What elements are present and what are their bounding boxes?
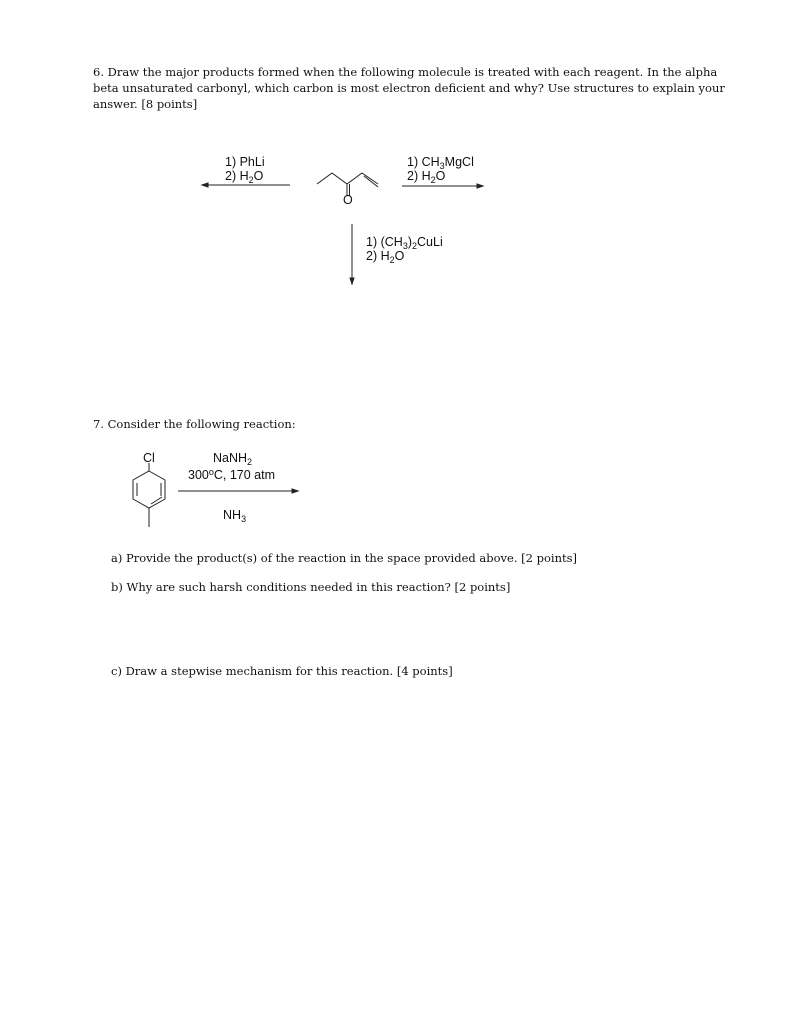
right-reagent xyxy=(407,155,474,183)
conditions-temperature: 300 xyxy=(188,468,209,482)
reagent-bottom xyxy=(223,508,246,522)
down-reagent-step-1-text: 1) (CH xyxy=(366,235,403,249)
right-reagent-step-2-subscript: 2 xyxy=(430,175,436,185)
down-reagent-step-2-subscript: 2 xyxy=(389,255,395,265)
reaction-arrows xyxy=(178,183,483,493)
oxygen-label: O xyxy=(343,193,353,207)
q6-line-2: beta unsaturated carbonyl, which carbon is most electron deficient and why? Use structures to explain your xyxy=(93,81,725,95)
left-reagent-step-2-subscript: 2 xyxy=(248,175,254,185)
q7-part-b: b) Why are such harsh conditions needed in this reaction? [2 points] xyxy=(111,580,511,594)
q7-heading: 7. Consider the following reaction: xyxy=(93,417,296,431)
q7-part-c: c) Draw a stepwise mechanism for this reaction. [4 points] xyxy=(111,664,453,678)
right-reagent-step-1-text-end: MgCl xyxy=(444,155,474,169)
right-reagent-step-1 xyxy=(407,155,474,169)
down-reagent-step-1-subscript-1: 3 xyxy=(402,241,408,251)
reagent-bottom-subscript: 3 xyxy=(241,514,247,524)
q7-part-a: a) Provide the product(s) of the reaction in the space provided above. [2 points] xyxy=(111,551,577,565)
left-reagent xyxy=(225,155,265,183)
down-reagent xyxy=(366,235,443,263)
reagent-top-text: NaNH xyxy=(213,451,248,465)
right-reagent-step-2 xyxy=(407,169,474,183)
right-reagent-step-1-text: 1) CH xyxy=(407,155,440,169)
down-reagent-step-1-subscript-2: 2 xyxy=(412,241,418,251)
down-reagent-step-1-text-end: CuLi xyxy=(417,235,443,249)
left-reagent-step-2 xyxy=(225,169,265,183)
right-reagent-step-2-text: 2) H xyxy=(407,169,431,183)
down-reagent-step-2-text-end: O xyxy=(394,249,405,263)
down-reagent-step-1 xyxy=(366,235,443,249)
down-reagent-step-1-paren: ) xyxy=(407,235,412,249)
q6-line-1: 6. Draw the major products formed when the following molecule is treated with each reagent. In the alpha xyxy=(93,65,718,79)
conditions-text-end: C, 170 atm xyxy=(213,468,276,482)
conditions xyxy=(188,468,275,482)
conditions-degree-superscript: o xyxy=(208,467,214,477)
right-reagent-step-1-subscript: 3 xyxy=(439,161,445,171)
left-reagent-step-2-text: 2) H xyxy=(225,169,249,183)
left-reagent-step-2-text-end: O xyxy=(253,169,264,183)
cl-label: Cl xyxy=(143,451,155,465)
q6-line-3: answer. [8 points] xyxy=(93,97,198,111)
right-reagent-step-2-text-end: O xyxy=(435,169,446,183)
reagent-top-subscript: 2 xyxy=(247,457,253,467)
left-reagent-step-1: 1) PhLi xyxy=(225,155,265,169)
reagent-bottom-text: NH xyxy=(223,508,242,522)
reagent-top xyxy=(213,451,252,465)
chlorotoluene-structure xyxy=(133,463,165,527)
down-reagent-step-2-text: 2) H xyxy=(366,249,390,263)
down-reagent-step-2 xyxy=(366,249,443,263)
